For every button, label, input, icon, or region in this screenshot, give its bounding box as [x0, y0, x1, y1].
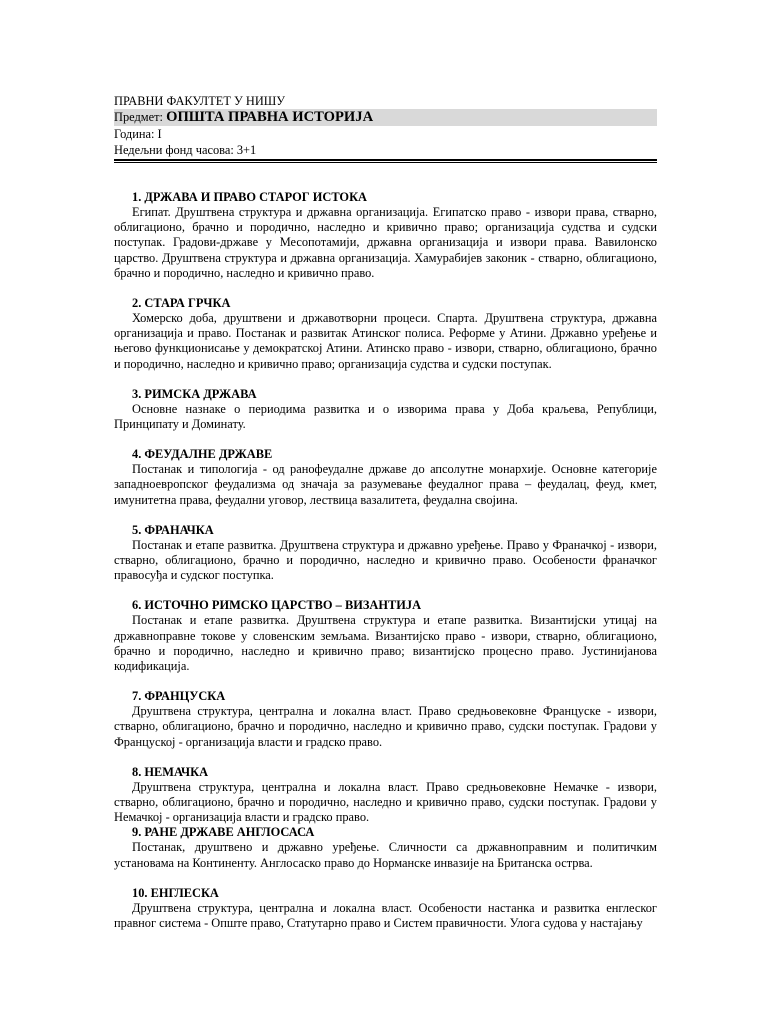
section-title: 9. РАНЕ ДРЖАВЕ АНГЛОСАСА [132, 825, 315, 840]
section [114, 598, 657, 674]
section-body: Друштвена структура, централна и локална власт. Особености настанка и развитка енглеског правног система - Опште право, Статутарно право и Систем правичности. Улога судова у настајању [114, 900, 657, 931]
section-title: 6. ИСТОЧНО РИМСКО ЦАРСТВО – ВИЗАНТИЈА [132, 598, 422, 613]
section-body: Основне назнаке о периодима развитка и о изворима права у Доба краљева, Републици, Принципату и Доминату. [114, 401, 657, 432]
section [114, 190, 657, 281]
syllabus-page [114, 93, 657, 946]
subject-row [114, 109, 657, 126]
header-divider-thin [114, 162, 657, 163]
section-body: Друштвена структура, централна и локална власт. Право средњовековне Немачке - извори, стварно, облигационо, брачно и породично, наследно и кривично право, судски поступак. Градови у Немачкој - организација власти и градско право. [114, 779, 657, 825]
section [114, 296, 657, 372]
section-title: 10. ЕНГЛЕСКА [132, 885, 219, 900]
section [114, 886, 657, 931]
section-title: 1. ДРЖАВА И ПРАВО СТАРОГ ИСТОКА [132, 190, 367, 204]
section [114, 689, 657, 750]
subject-title: ОПШТА ПРАВНА ИСТОРИЈА [166, 109, 374, 125]
section-body: Постанак, друштвено и државно уређење. Сличности са државноправним и политичким установама на Континенту. Англосаско право до Норманске инвазије на Британска острва. [114, 840, 657, 870]
section [114, 523, 657, 584]
section-list [114, 190, 657, 931]
section-body: Друштвена структура, централна и локална власт. Право средњовековне Француске - извори, стварно, облигационо, брачно и породично, наследно и кривично право, судски поступак. Градови у Француској - организација власти и градско право. [114, 704, 657, 749]
section-title: 4. ФЕУДАЛНЕ ДРЖАВЕ [132, 447, 273, 462]
header-divider-thick [114, 159, 657, 161]
faculty-name: ПРАВНИ ФАКУЛТЕТ У НИШУ [114, 94, 286, 108]
section-title: 5. ФРАНАЧКА [132, 522, 214, 537]
section-title: 3. РИМСКА ДРЖАВА [132, 386, 257, 401]
section [114, 765, 657, 826]
section-title: 8. НЕМАЧКА [132, 764, 209, 779]
section-body: Постанак и типологија - од ранофеудалне државе до апсолутне монархије. Основне категорије западноевропског феудализма од значаја за разумевање феудалног права – феудалац, феуд, кмет, имунитетна права, феудални уговор, лествица вазалитета, феудална својина. [114, 462, 657, 507]
section-body: Хомерско доба, друштвени и државотворни процеси. Спарта. Друштвена структура, државна организација и право. Постанак и развитак Атинског полиса. Реформе у Атини. Државно уређење и његово функционисање у демократској Атини. Атинско право - извори, стварно, облигационо, брачно и породично, наследно и кривично право; организација судства и судски поступак. [114, 311, 657, 371]
subject-label: Предмет: [114, 110, 163, 124]
section [114, 387, 657, 432]
section-title: 7. ФРАНЦУСКА [132, 689, 226, 704]
section-body: Постанак и етапе развитка. Друштвена структура и државно уређење. Право у Франачкој - извори, стварно, облигационо, брачно и породично, наследно и кривично право. Особености франачког правосуђа и судског поступка. [114, 537, 657, 583]
section-body: Постанак и етапе развитка. Друштвена структура и етапе развитка. Византијски утицај на државноправне токове у словенским земљама. Византијско право - извори, стварно, облигационо, брачно и породично, наследно и кривично право; византијско процесно право. Јустинијанова кодификација. [114, 613, 657, 674]
section [114, 447, 657, 508]
study-year: Година: I [114, 127, 162, 141]
weekly-hours: Недељни фонд часова: 3+1 [114, 143, 257, 157]
section-title: 2. СТАРА ГРЧКА [132, 296, 231, 311]
section [114, 825, 657, 870]
section-body: Египат. Друштвена структура и државна организација. Египатско право - извори права, стварно, облигационо, брачно и породично, наследно и кривично право; организација судства и судски поступак. Градови-државе у Месопотамији, државна организација и извори права. Вавилонско царство. Друштвена структура и државна организација. Хамурабијев законик - стварно, облигационо, брачно и породично, наследно и кривично право. [114, 205, 657, 280]
